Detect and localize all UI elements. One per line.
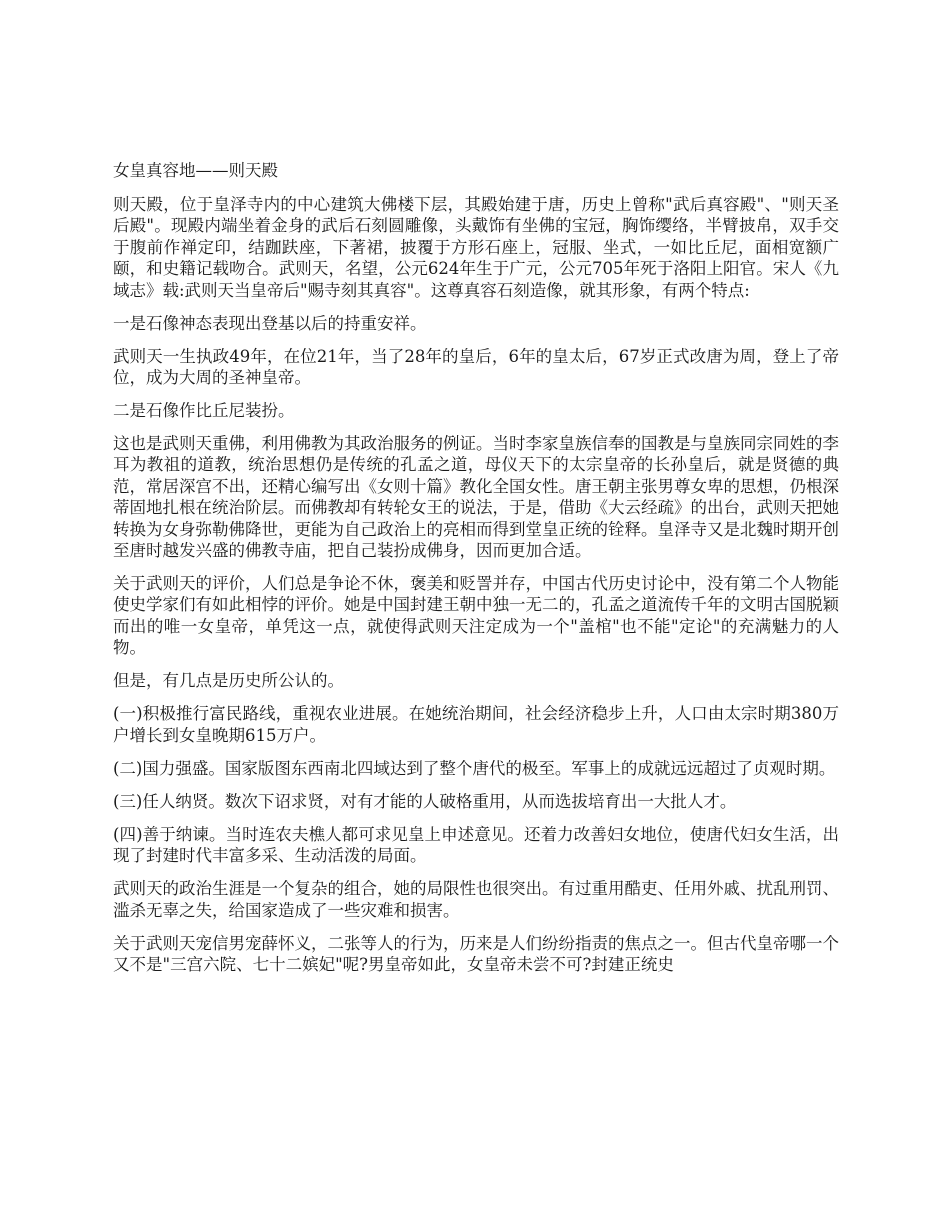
paragraph-point-one: (一)积极推行富民路线，重视农业进展。在她统治期间，社会经济稳步上升，人口由太宗时期380万户增长到女皇晚期615万户。 [113,704,839,745]
document-title: 女皇真容地——则天殿 [113,161,278,180]
paragraph-point-two: (二)国力强盛。国家版图东西南北四域达到了整个唐代的极至。军事上的成就远远超过了贞观时期。 [113,758,836,778]
paragraph-intro: 则天殿，位于皇泽寺内的中心建筑大佛楼下层，其殿始建于唐，历史上曾称"武后真容殿"、"则天圣后殿"。现殿内端坐着金身的武后石刻圆雕像，头戴饰有坐佛的宝冠，胸饰缨络，半臂披帛，双手交于腹前作禅定印，结跏趺座，下著裙，披覆于方形石座上，冠服、坐式，一如比丘尼，面相宽额广颐，和史籍记载吻合。武则天，名望，公元624年生于广元，公元705年死于洛阳上阳官。宋人《九域志》载:武则天当皇帝后"赐寺刻其真容"。这尊真容石刻造像，就其形象，有两个特点: [113,195,839,300]
paragraph-favorites: 关于武则天宠信男宠薛怀义，二张等人的行为，历来是人们纷纷指责的焦点之一。但古代皇帝哪一个又不是"三宫六院、七十二嫔妃"呢?男皇帝如此，女皇帝未尝不可?封建正统史 [113,933,839,974]
paragraph-feature-two: 二是石像作比丘尼装扮。 [113,401,295,421]
paragraph-buddhism: 这也是武则天重佛，利用佛教为其政治服务的例证。当时李家皇族信奉的国教是与皇族同宗同姓的李耳为教祖的道教，统治思想仍是传统的孔孟之道，母仪天下的太宗皇帝的长孙皇后，就是贤德的典范，常居深宫不出，还精心编写出《女则十篇》教化全国女性。唐王朝主张男尊女卑的思想，仍根深蒂固地扎根在统治阶层。而佛教却有转轮女王的说法，于是，借助《大云经疏》的出台，武则天把她转换为女身弥勒佛降世，更能为自己政治上的亮相而得到堂皇正统的铨释。皇泽寺又是北魏时期开创至唐时越发兴盛的佛教寺庙，把自己装扮成佛身，因而更加合适。 [113,434,839,561]
paragraph-reign: 武则天一生执政49年，在位21年，当了28年的皇后，6年的皇太后，67岁正式改唐为周，登上了帝位，成为大周的圣神皇帝。 [113,346,839,388]
paragraph-limitations: 武则天的政治生涯是一个复杂的组合，她的局限性也很突出。有过重用酷吏、任用外戚、扰乱刑罚、滥杀无辜之失，给国家造成了一些灾难和损害。 [113,879,839,920]
paragraph-evaluation: 关于武则天的评价，人们总是争论不休，褒美和贬詈并存，中国古代历史讨论中，没有第二个人物能使史学家们有如此相悖的评价。她是中国封建王朝中独一无二的，孔孟之道流传千年的文明古国脱颖而出的唯一女皇帝，单凭这一点，就使得武则天注定成为一个"盖棺"也不能"定论"的充满魅力的人物。 [113,574,839,658]
paragraph-point-three: (三)任人纳贤。数次下诏求贤，对有才能的人破格重用，从而选拔培育出一大批人才。 [113,791,737,811]
paragraph-consensus: 但是，有几点是历史所公认的。 [113,671,344,691]
paragraph-feature-one: 一是石像神态表现出登基以后的持重安祥。 [113,313,427,333]
document-page [113,159,839,987]
paragraph-point-four: (四)善于纳谏。当时连农夫樵人都可求见皇上申述意见。还着力改善妇女地位，使唐代妇女生活，出现了封建时代丰富多采、生动活泼的局面。 [113,824,839,866]
